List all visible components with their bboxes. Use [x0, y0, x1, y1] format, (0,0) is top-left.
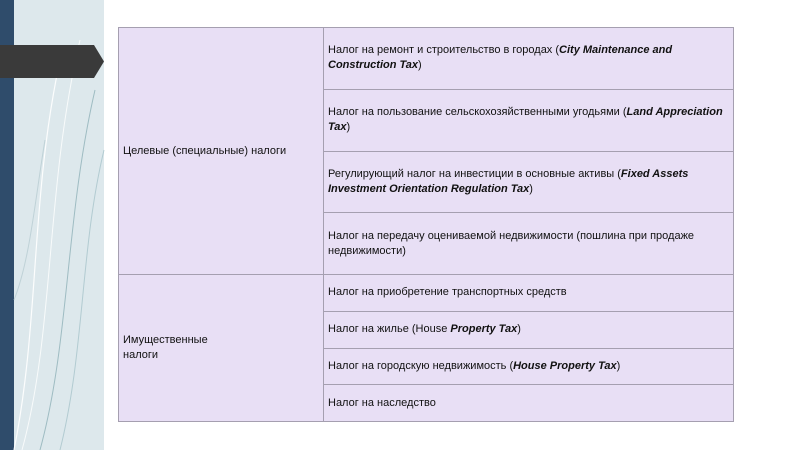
- tax-cell: Налог на приобретение транспортных средств: [324, 275, 734, 312]
- category-label: Имущественные налоги: [123, 334, 208, 362]
- title-arrow-shape: [0, 45, 104, 78]
- tax-cell: Налог на наследство: [324, 385, 734, 422]
- tax-cell: Налог на городскую недвижимость (House Property Tax): [324, 348, 734, 385]
- category-label: Целевые (специальные) налоги: [123, 144, 287, 157]
- table-row: [119, 275, 734, 312]
- category-cell-property: [119, 275, 324, 422]
- tax-cell: Налог на передачу оцениваемой недвижимости (пошлина при продаже недвижимости): [324, 213, 734, 275]
- tax-cell: Налог на пользование сельскохозяйственными угодьями (Land Appreciation Tax): [324, 89, 734, 151]
- tax-table: [118, 27, 734, 422]
- category-cell-special: [119, 28, 324, 275]
- table-row: [119, 28, 734, 90]
- tax-cell: Налог на ремонт и строительство в городах (City Maintenance and Construction Tax): [324, 28, 734, 90]
- tax-cell: Налог на жилье (House Property Tax): [324, 311, 734, 348]
- tax-cell: Регулирующий налог на инвестиции в основные активы (Fixed Assets Investment Orientation Regulation Tax): [324, 151, 734, 213]
